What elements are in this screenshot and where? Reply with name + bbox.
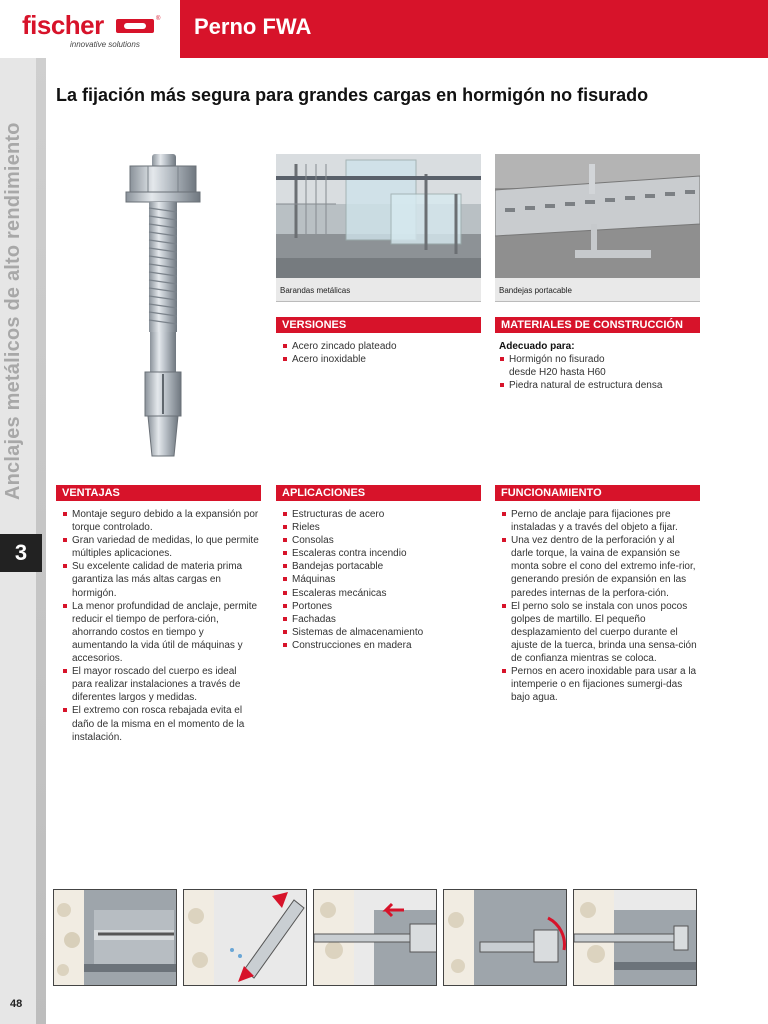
logo-wordmark: fischer (22, 10, 104, 40)
main-heading: La fijación más segura para grandes cargas en hormigón no fisurado (56, 85, 649, 105)
list-item: El extremo con rosca rebajada evita el daño de la misma en el momento de la instalación. (62, 704, 259, 743)
list-item: Acero inoxidable (282, 353, 482, 366)
section-header-versiones: VERSIONES (276, 317, 481, 333)
list-item: Consolas (282, 534, 482, 547)
logo-registered-mark: ® (156, 16, 161, 22)
list-item: Bandejas portacable (282, 560, 482, 573)
list-item: Fachadas (282, 613, 482, 626)
anchor-bolt-image (118, 150, 208, 462)
list-item: Pernos en acero inoxidable para usar a la intemperie o en fijaciones sumergi-das bajo agua. (501, 665, 699, 704)
photo-railings (276, 154, 481, 302)
section-versiones (282, 340, 482, 366)
list-item: La menor profundidad de anclaje, permite reducir el tiempo de perfora-ción, ahorrando costos en tiempo y aumentando la vida útil de máquinas y accesorios. (62, 600, 259, 665)
list-item: Portones (282, 600, 482, 613)
list-item: Su excelente calidad de materia prima garantiza las más altas cargas en hormigón. (62, 560, 259, 599)
list-item: Perno de anclaje para fijaciones pre instaladas y a través del objeto a fijar. (501, 508, 699, 534)
section-materiales (499, 340, 699, 392)
list-item: Construcciones en madera (282, 639, 482, 652)
chapter-title: Anclajes metálicos de alto rendimiento (2, 122, 24, 500)
section-funcionamiento (501, 508, 699, 704)
section-header-aplicaciones: APLICACIONES (276, 485, 481, 501)
photo-cable-trays (495, 154, 700, 302)
list-item: Estructuras de acero (282, 508, 482, 521)
list-item: Una vez dentro de la perforación y al darle torque, la vaina de expansión se monta sobre el cono del extremo infe-rior, generando presión de expansión en las paredes internas de la perfora-ción. (501, 534, 699, 599)
list-item: El mayor roscado del cuerpo es ideal para realizar instalaciones a través de diferentes largos y medidas. (62, 665, 259, 704)
installation-steps (53, 889, 699, 986)
section-header-funcionamiento: FUNCIONAMIENTO (495, 485, 700, 501)
section-header-ventajas: VENTAJAS (56, 485, 261, 501)
page-number: 48 (10, 998, 23, 1010)
list-item: Piedra natural de estructura densa (499, 379, 699, 392)
step-4-hammer-icon (443, 889, 567, 986)
section-header-materiales: MATERIALES DE CONSTRUCCIÓN (495, 317, 700, 333)
list-item: Acero zincado plateado (282, 340, 482, 353)
list-item: Sistemas de almacenamiento (282, 626, 482, 639)
step-2-clean-icon (183, 889, 307, 986)
chapter-number: 3 (0, 534, 42, 572)
section-ventajas (62, 508, 259, 744)
section-aplicaciones (282, 508, 482, 652)
list-item: Hormigón no fisurado desde H20 hasta H60 (499, 353, 699, 379)
list-item: Gran variedad de medidas, lo que permite múltiples aplicaciones. (62, 534, 259, 560)
step-1-drill-icon (53, 889, 177, 986)
list-item: Rieles (282, 521, 482, 534)
step-5-torque-icon (573, 889, 697, 986)
list-item: Escaleras mecánicas (282, 587, 482, 600)
photo-caption: Barandas metálicas (280, 286, 351, 295)
step-3-insert-icon (313, 889, 437, 986)
materiales-label: Adecuado para: (499, 341, 575, 352)
header-bar (180, 0, 768, 58)
logo-tagline: innovative solutions (70, 40, 140, 49)
logo-icon (116, 19, 154, 33)
page-title: Perno FWA (194, 14, 312, 39)
list-item: El perno solo se instala con unos pocos golpes de martillo. El pequeño desplazamiento del cuerpo durante el ajuste de la tuerca, brinda una sensa-ción de confianza mientras se coloca. (501, 600, 699, 665)
photo-caption: Bandejas portacable (499, 286, 572, 295)
list-item: Máquinas (282, 573, 482, 586)
list-item: Escaleras contra incendio (282, 547, 482, 560)
brand-logo (0, 0, 180, 58)
list-item: Montaje seguro debido a la expansión por torque controlado. (62, 508, 259, 534)
